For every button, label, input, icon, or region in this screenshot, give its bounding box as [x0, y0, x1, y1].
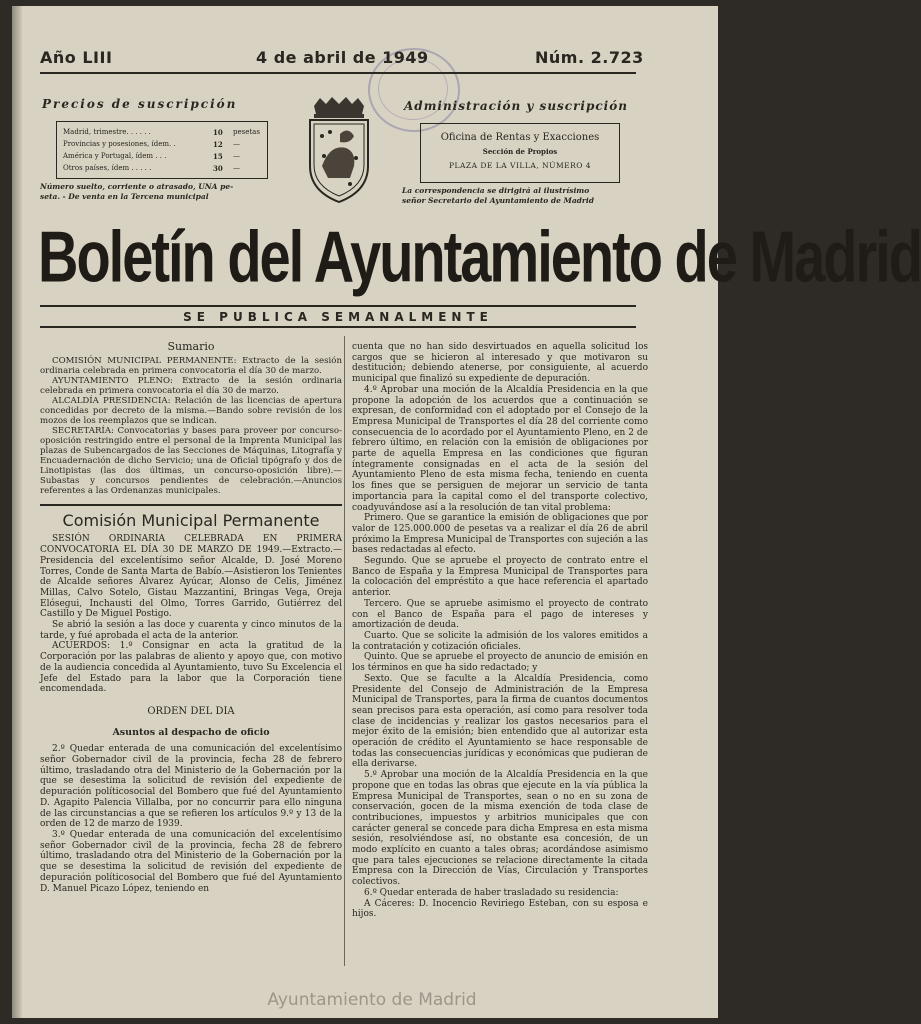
- right-paragraph: 4.º Aprobar una moción de la Alcaldía Presidencia en la que propone la adopción de los acuerdos que a continuación se expresan, de conformidad con el adoptado por el Consejo de la Empresa Municipal de Transportes el día 28 del corriente como consecuencia de lo acordado por el Ayuntamiento Pleno, en 2 de febrero último, en relación con la emisión de obligaciones por parte de aquella Empresa en las condiciones que figuran íntegramente consignadas en el acta de la sesión del Ayuntamiento Pleno de esta misma fecha, teniendo en cuenta los fines que se persiguen de mejorar un servicio de tanta importancia para la capital como el del transporte colectivo, coadyuvándose así a la resolución de tan vital problema:: [352, 384, 648, 513]
- price-note-line: Número suelto, corriente o atrasado, UNA pe-: [40, 182, 234, 191]
- masthead-rule-bottom: [40, 326, 636, 328]
- masthead-rule-top: [40, 305, 636, 307]
- admin-section: Sección de Propios: [482, 147, 558, 156]
- admin-address: PLAZA DE LA VILLA, NÚMERO 4: [448, 161, 592, 170]
- summary-item: AYUNTAMIENTO PLENO: Extracto de la sesión ordinaria celebrada en primera convocatoria el día 30 de marzo.: [40, 375, 342, 396]
- price-row: [63, 152, 263, 160]
- publication-frequency: SE PUBLICA SEMANALMENTE: [183, 310, 493, 324]
- prices-box: [56, 121, 268, 179]
- commission-paragraph: Se abrió la sesión a las doce y cuarenta y cinco minutos de la tarde, y fué aprobada el acta de la anterior.: [40, 620, 342, 641]
- left-column: [40, 342, 342, 894]
- price-label: Madrid, trimestre. . . . . .: [63, 128, 151, 136]
- summary-item: SECRETARÍA: Convocatorias y bases para proveer por concurso-oposición restringido entre el personal de la Imprenta Municipal las plazas de Subencargados de las Secciones de Máquinas, Litografía y Encuadernación de dicho Servicio; una de Oficial tipógrafo y dos de Linotipistas (las dos últimas, un concurso-oposición libre).—Subastas y concursos pendientes de celebración.—Anuncios referentes a las Ordenanzas municipales.: [40, 425, 342, 496]
- price-value: 12: [213, 140, 223, 149]
- newspaper-page: [12, 6, 921, 1018]
- right-paragraph: Primero. Que se garantice la emisión de obligaciones que por valor de 125.000.000 de pesetas va a realizar el día 26 de abril próximo la Empresa Municipal de Transportes con sujeción a las bases redactadas al efecto.: [352, 513, 648, 556]
- commission-paragraph: 3.º Quedar enterada de una comunicación del excelentísimo señor Gobernador civil de la provincia, fecha 28 de febrero último, trasladando otra del Ministerio de la Gobernación por la que se desestima la solicitud de revisión del expediente de depuración políticosocial del Bombero que fué del Ayuntamiento D. Manuel Picazo López, teniendo en: [40, 829, 342, 894]
- summary-title: Sumario: [167, 340, 215, 353]
- header-rule: [40, 72, 636, 74]
- admin-title: Administración y suscripción: [404, 99, 628, 113]
- masthead: Boletín del Ayuntamiento de Madrid: [38, 215, 921, 298]
- price-label: América y Portugal, ídem . . .: [63, 152, 167, 160]
- right-paragraph: A Cáceres: D. Inocencio Reviriego Esteban, con su esposa e hijos.: [352, 898, 648, 920]
- commission-paragraph: ACUERDOS: 1.º Consignar en acta la gratitud de la Corporación por las palabras de aliento y apoyo que, con motivo de la audiencia concedida al Ayuntamiento, tuvo Su Excelencia el Jefe del Estado para la labor que la Corporación tiene encomendada.: [40, 641, 342, 695]
- price-value: 15: [213, 152, 223, 161]
- price-value: 30: [213, 164, 223, 173]
- admin-office: Oficina de Rentas y Exacciones: [440, 132, 600, 143]
- madrid-coat-of-arms-icon: [300, 96, 378, 206]
- prices-title: Precios de suscripción: [42, 97, 238, 111]
- issue-year: Año LIII: [40, 48, 113, 67]
- right-paragraph: cuenta que no han sido desvirtuados en aquella solicitud los cargos que se hicieron al interesado y que motivaron su destitución; debiendo atenerse, por consiguiente, al acuerdo municipal que finalizó su expediente de depuración.: [352, 342, 648, 385]
- price-row: [63, 128, 263, 136]
- section-title: Comisión Municipal Permanente: [62, 510, 320, 530]
- issue-date: 4 de abril de 1949: [256, 48, 429, 67]
- price-label: Provincias y posesiones, ídem. .: [63, 140, 176, 148]
- price-value: 10: [213, 128, 223, 137]
- right-paragraph: 6.º Quedar enterada de haber trasladado su residencia:: [364, 887, 619, 898]
- price-note: [40, 182, 290, 202]
- summary-item: COMISIÓN MUNICIPAL PERMANENTE: Extracto de la sesión ordinaria celebrada en primera convocatoria el día 30 de marzo.: [40, 355, 342, 376]
- right-paragraph: Sexto. Que se faculte a la Alcaldía Presidencia, como Presidente del Consejo de Administración de la Empresa Municipal de Transportes, para la firma de cuantos documentos sean precisos para esta operación, así como para resolver toda clase de incidencias y realizar los gastos necesarios para el mejor éxito de la emisión; bien entendido que al autorizar esta operación de crédito el Ayuntamiento se hace responsable de todas las consecuencias jurídicas y económicas que pudieran de ella derivarse.: [352, 673, 648, 770]
- right-paragraph: Cuarto. Que se solicite la admisión de los valores emitidos a la contratación y cotización oficiales.: [352, 630, 648, 652]
- price-row: [63, 140, 263, 148]
- column-divider: [344, 336, 345, 966]
- admin-note-line: La correspondencia se dirigirá al ilustrísimo: [402, 186, 590, 195]
- price-row: [63, 164, 263, 172]
- order-of-day-heading: ORDEN DEL DIA: [147, 705, 235, 717]
- price-unit: pesetas: [233, 128, 260, 136]
- page-spine: [12, 6, 22, 1018]
- summary-item: ALCALDÍA PRESIDENCIA: Relación de las licencias de apertura concedidas por decreto de la misma.—Bando sobre revisión de los mozos de los reemplazos que se indican.: [40, 395, 342, 426]
- price-note-line: seta. - De venta en la Tercena municipal: [40, 192, 209, 201]
- commission-paragraph: SESIÓN ORDINARIA CELEBRADA EN PRIMERA CONVOCATORIA EL DÍA 30 DE MARZO DE 1949.—Extracto.—Presidencia del excelentísimo señor Alcalde, D. José Moreno Torres, Conde de Santa Marta de Babío.—Asistieron los Tenientes de Alcalde señores Álvarez Ayúcar, Alonso de Celis, Jiménez Millas, Calvo Sotelo, Gistau Mazzantini, Bringas Vega, Oreja Elósegui, Inchausti del Olmo, Torres Garrido, Gutiérrez del Castillo y De Miguel Postigo.: [40, 534, 342, 620]
- summary-rule: [40, 504, 342, 506]
- price-unit: —: [233, 140, 240, 148]
- watermark: Ayuntamiento de Madrid: [267, 990, 477, 1010]
- right-paragraph: 5.º Aprobar una moción de la Alcaldía Presidencia en la que propone que en todas las obras que ejecute en la vía pública la Empresa Municipal de Transportes, sean o no en su zona de conservación, gocen de la misma exención de toda clase de contribuciones, impuestos y arbitrios municipales que con carácter general se concede para dicha Empresa en esta misma sesión, resolviéndose así, no obstante esa concesión, de un modo explícito en cuanto a tales obras; acordándose asimismo que para tales ejecuciones se relacione directamente la citada Empresa con la Dirección de Vías, Circulación y Transportes colectivos.: [352, 770, 648, 888]
- order-subheading: Asuntos al despacho de oficio: [112, 726, 270, 738]
- right-paragraph: Quinto. Que se apruebe el proyecto de anuncio de emisión en los términos en que ha sido redactado; y: [352, 652, 648, 674]
- admin-note: [402, 186, 642, 206]
- admin-box: [420, 123, 620, 183]
- commission-paragraph: 2.º Quedar enterada de una comunicación del excelentísimo señor Gobernador civil de la provincia, fecha 28 de febrero último, trasladando otra del Ministerio de la Gobernación por la que se desestima la solicitud de revisión del expediente de depuración políticosocial del Bombero que fué del Ayuntamiento D. Agapito Palencia Villalba, por no concurrir para ello ninguna de las circunstancias a que se refieren los artículos 9.º y 13 de la orden de 12 de marzo de 1939.: [40, 744, 342, 830]
- right-paragraph: Tercero. Que se apruebe asimismo el proyecto de contrato con el Banco de España para el pago de intereses y amortización de deuda.: [352, 598, 648, 631]
- issue-number: Núm. 2.723: [535, 48, 644, 67]
- right-paragraph: Segundo. Que se apruebe el proyecto de contrato entre el Banco de España y la Empresa Municipal de Transportes para la colocación del empréstito a que hace referencia el apartado anterior.: [352, 556, 648, 599]
- price-unit: —: [233, 164, 240, 172]
- admin-note-line: señor Secretario del Ayuntamiento de Madrid: [402, 196, 594, 205]
- price-label: Otros países, ídem . . . . .: [63, 164, 152, 172]
- price-unit: —: [233, 152, 240, 160]
- right-column: [352, 342, 648, 920]
